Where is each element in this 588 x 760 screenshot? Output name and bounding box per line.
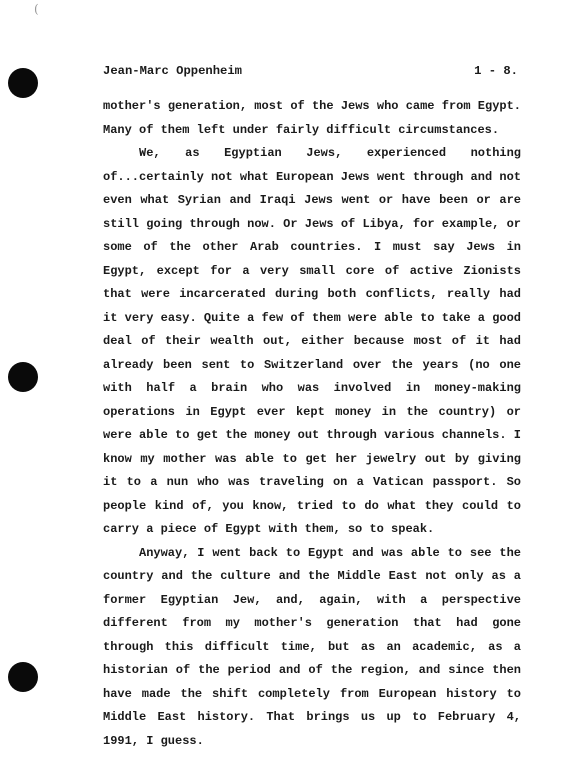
- punch-hole-middle: [8, 362, 38, 392]
- margin-mark: (: [34, 2, 39, 16]
- page-number: 1 - 8.: [474, 64, 518, 78]
- punch-hole-bottom: [8, 662, 38, 692]
- paragraph-3: Anyway, I went back to Egypt and was able to see the country and the culture and the Middle East not only as a former Egyptian Jew, and, again, with a perspective different from my mother's generation that had gone through this difficult time, but as an academic, as a historian of the period and of the region, and since then have made the shift completely from European history to Middle East history. That brings us up to February 4, 1991, I guess.: [103, 545, 521, 748]
- paragraph-1: mother's generation, most of the Jews who came from Egypt. Many of them left under fairly difficult circumstances.: [103, 99, 521, 137]
- punch-hole-top: [8, 68, 38, 98]
- transcript-body: [103, 95, 521, 753]
- paragraph-2: We, as Egyptian Jews, experienced nothing of...certainly not what European Jews went through and not even what Syrian and Iraqi Jews went or have been or are still going through now. Or Jews of Libya, for example, or some of the other Arab countries. I must say Jews in Egypt, except for a very small core of active Zionists that were incarcerated during both conflicts, really had it very easy. Quite a few of them were able to take a good deal of their wealth out, either because most of it had already been sent to Switzerland over the years (no one with half a brain who was involved in money-making operations in Egypt ever kept money in the country) or were able to get the money out through various channels. I know my mother was able to get her jewelry out by giving it to a nun who was traveling on a Vatican passport. So people kind of, you know, tried to do what they could to carry a piece of Egypt with them, so to speak.: [103, 146, 521, 536]
- interviewee-name: Jean-Marc Oppenheim: [103, 64, 242, 78]
